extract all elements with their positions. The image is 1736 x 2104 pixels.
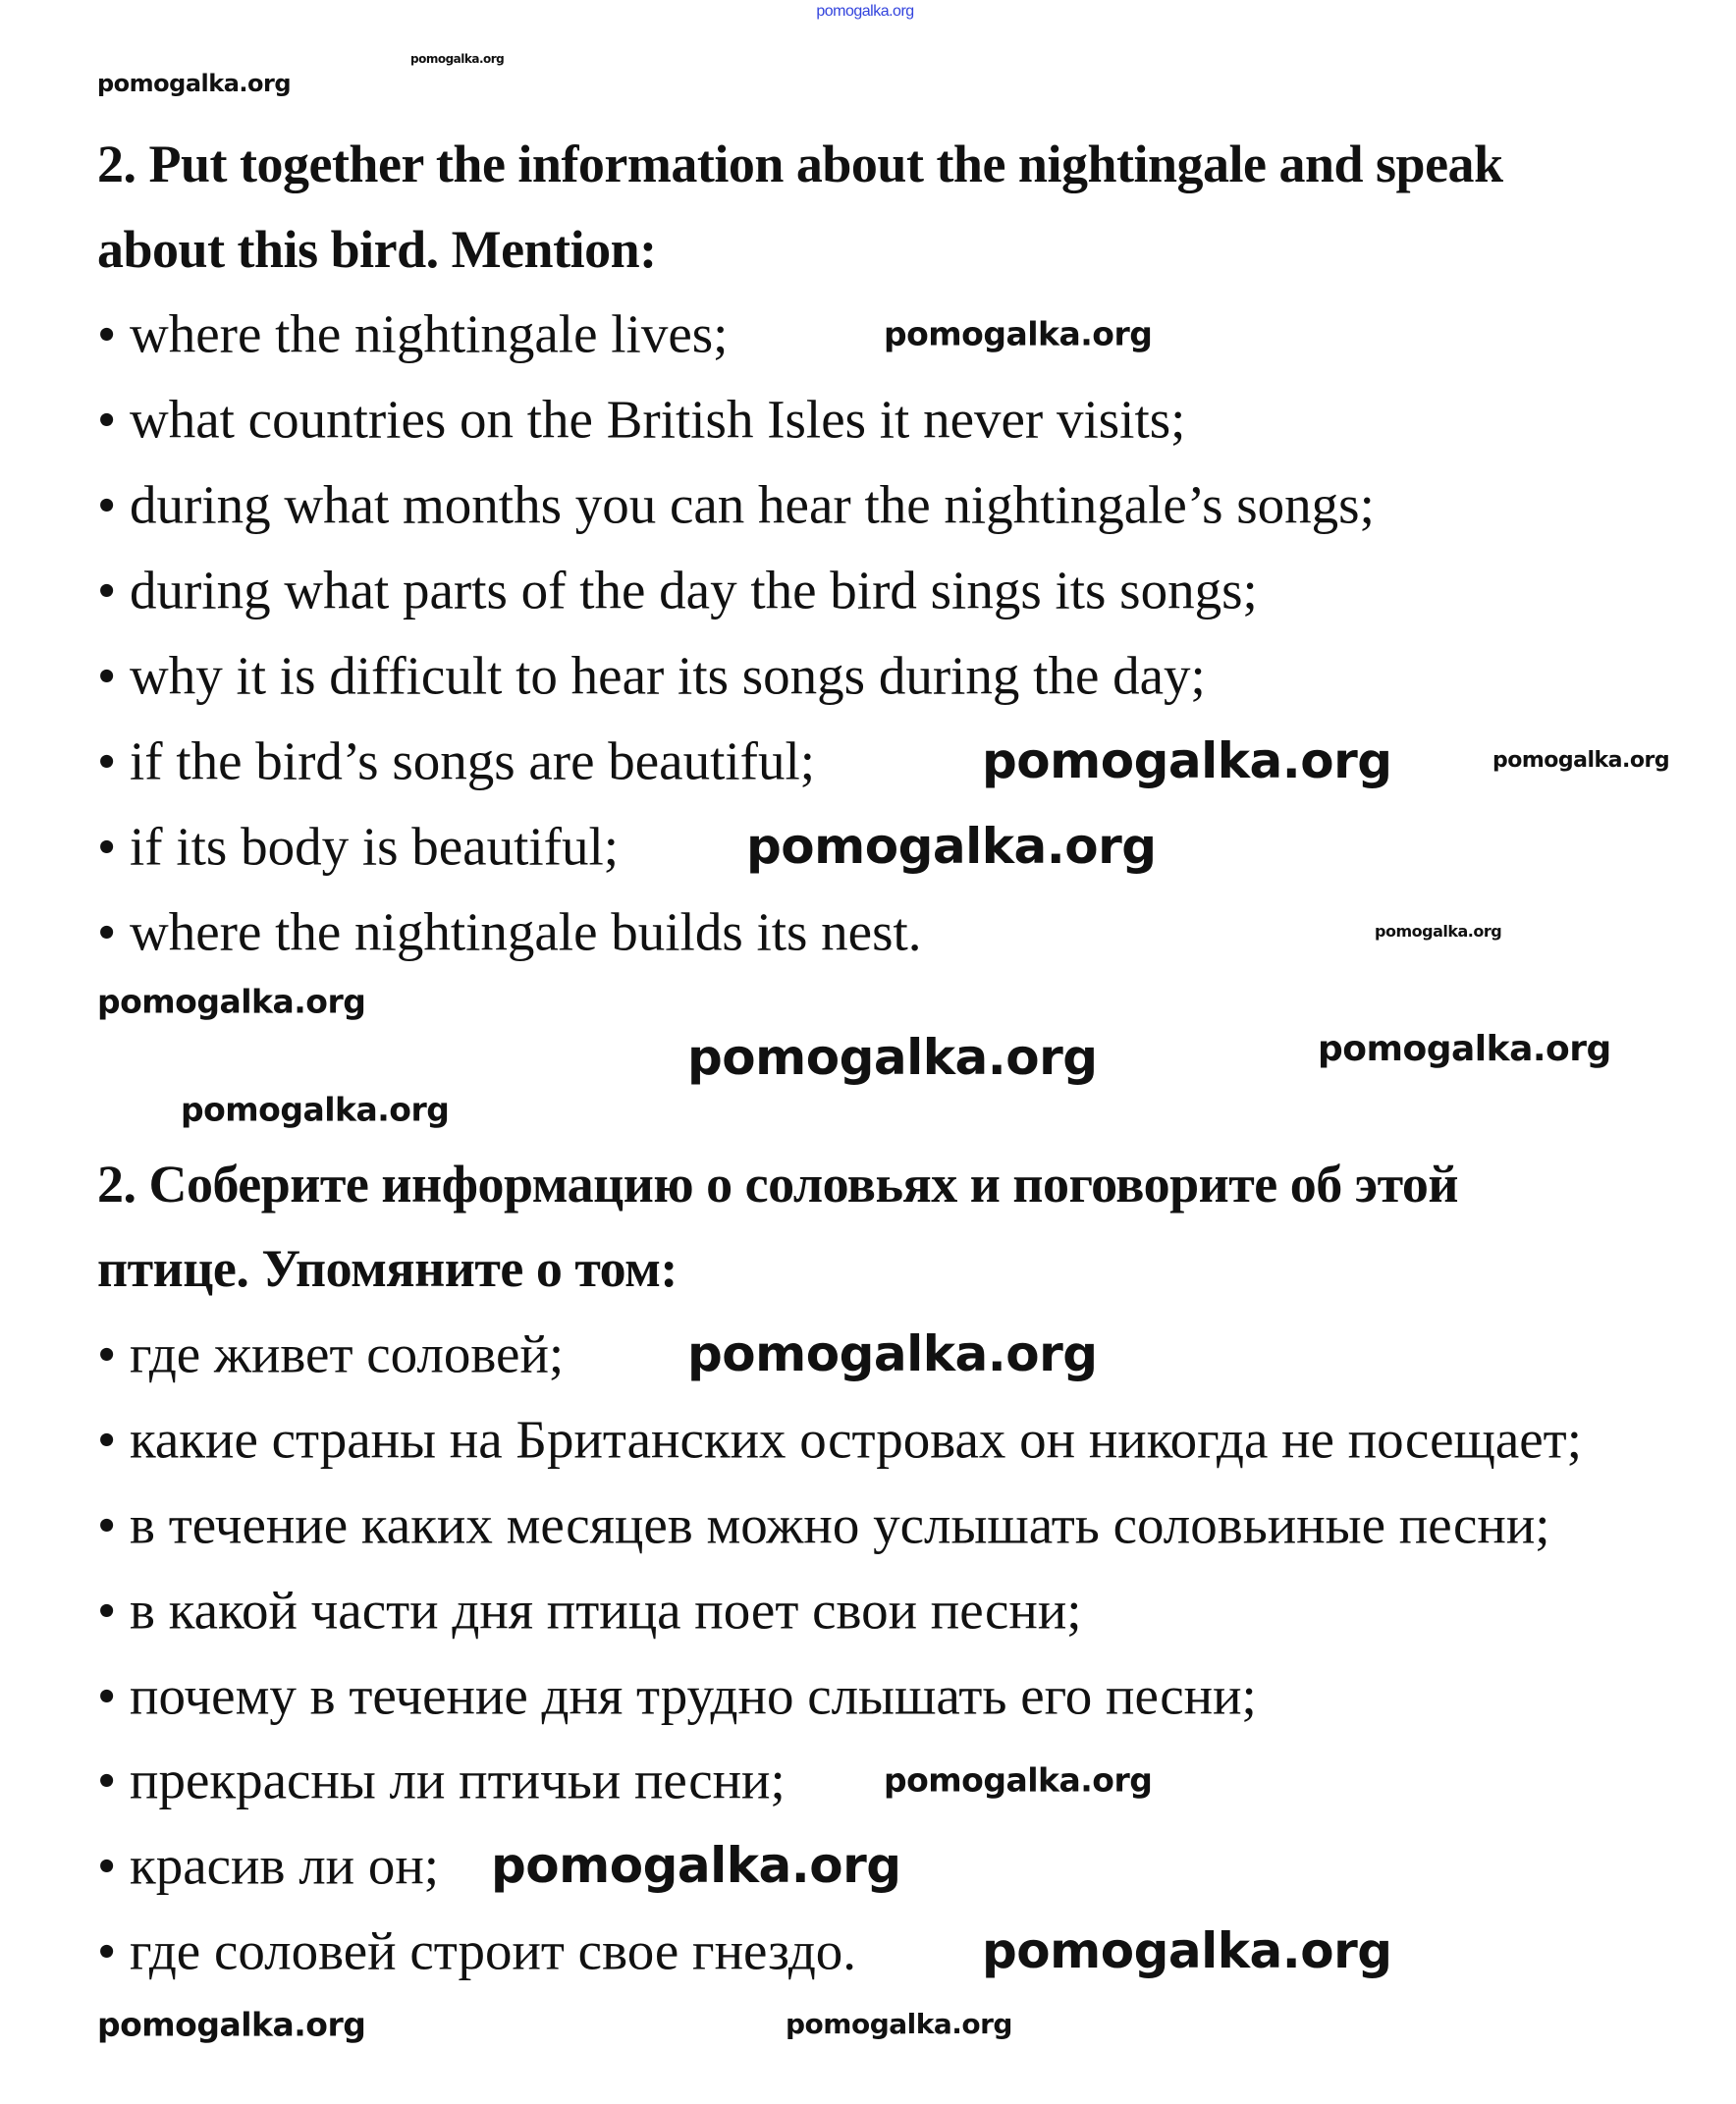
watermark: pomogalka.org [97, 982, 366, 1021]
watermark: pomogalka.org [491, 1837, 901, 1894]
list-item: • during what parts of the day the bird sings its songs; [97, 560, 1258, 620]
list-item: • what countries on the British Isles it never visits; [97, 389, 1186, 450]
list-item: • в какой части дня птица поет свои песни; [97, 1580, 1082, 1641]
watermark: pomogalka.org [97, 70, 292, 97]
watermark: pomogalka.org [982, 732, 1392, 789]
watermark: pomogalka.org [884, 1760, 1153, 1800]
exercise-heading-ru: 2. Соберите информацию о соловьях и поговорите об этой [97, 1155, 1458, 1214]
watermark: pomogalka.org [884, 314, 1153, 353]
list-item: • where the nightingale lives; [97, 303, 729, 364]
list-item: • в течение каких месяцев можно услышать соловьиные песни; [97, 1494, 1550, 1555]
list-item: • why it is difficult to hear its songs during the day; [97, 645, 1206, 706]
watermark: pomogalka.org [982, 1922, 1392, 1979]
watermark: pomogalka.org [97, 2005, 366, 2044]
list-item: • if the bird’s songs are beautiful; [97, 730, 816, 791]
list-item: • красив ли он; [97, 1835, 440, 1896]
watermark: pomogalka.org [687, 1029, 1098, 1086]
watermark: pomogalka.org [1375, 922, 1502, 941]
watermark: pomogalka.org [181, 1090, 450, 1129]
list-item: • прекрасны ли птичьи песни; [97, 1750, 786, 1810]
exercise-heading-en: 2. Put together the information about the nightingale and speak [97, 135, 1503, 193]
watermark: pomogalka.org [687, 1325, 1098, 1382]
list-item: • где соловей строит свое гнездо. [97, 1920, 857, 1981]
watermark: pomogalka.org [786, 2008, 1012, 2040]
list-item: • where the nightingale builds its nest. [97, 901, 922, 962]
list-item: • какие страны на Британских островах он никогда не посещает; [97, 1409, 1582, 1470]
list-item: • if its body is beautiful; [97, 816, 620, 877]
watermark: pomogalka.org [1492, 748, 1670, 773]
list-item: • где живет соловей; [97, 1323, 565, 1384]
watermark: pomogalka.org [746, 818, 1157, 875]
exercise-heading-ru: птице. Упомяните о том: [97, 1239, 678, 1298]
exercise-heading-en: about this bird. Mention: [97, 220, 657, 279]
list-item: • during what months you can hear the nightingale’s songs; [97, 474, 1375, 535]
list-item: • почему в течение дня трудно слышать его песни; [97, 1665, 1257, 1726]
watermark: pomogalka.org [816, 3, 914, 20]
watermark: pomogalka.org [410, 52, 505, 66]
watermark: pomogalka.org [1318, 1029, 1611, 1069]
